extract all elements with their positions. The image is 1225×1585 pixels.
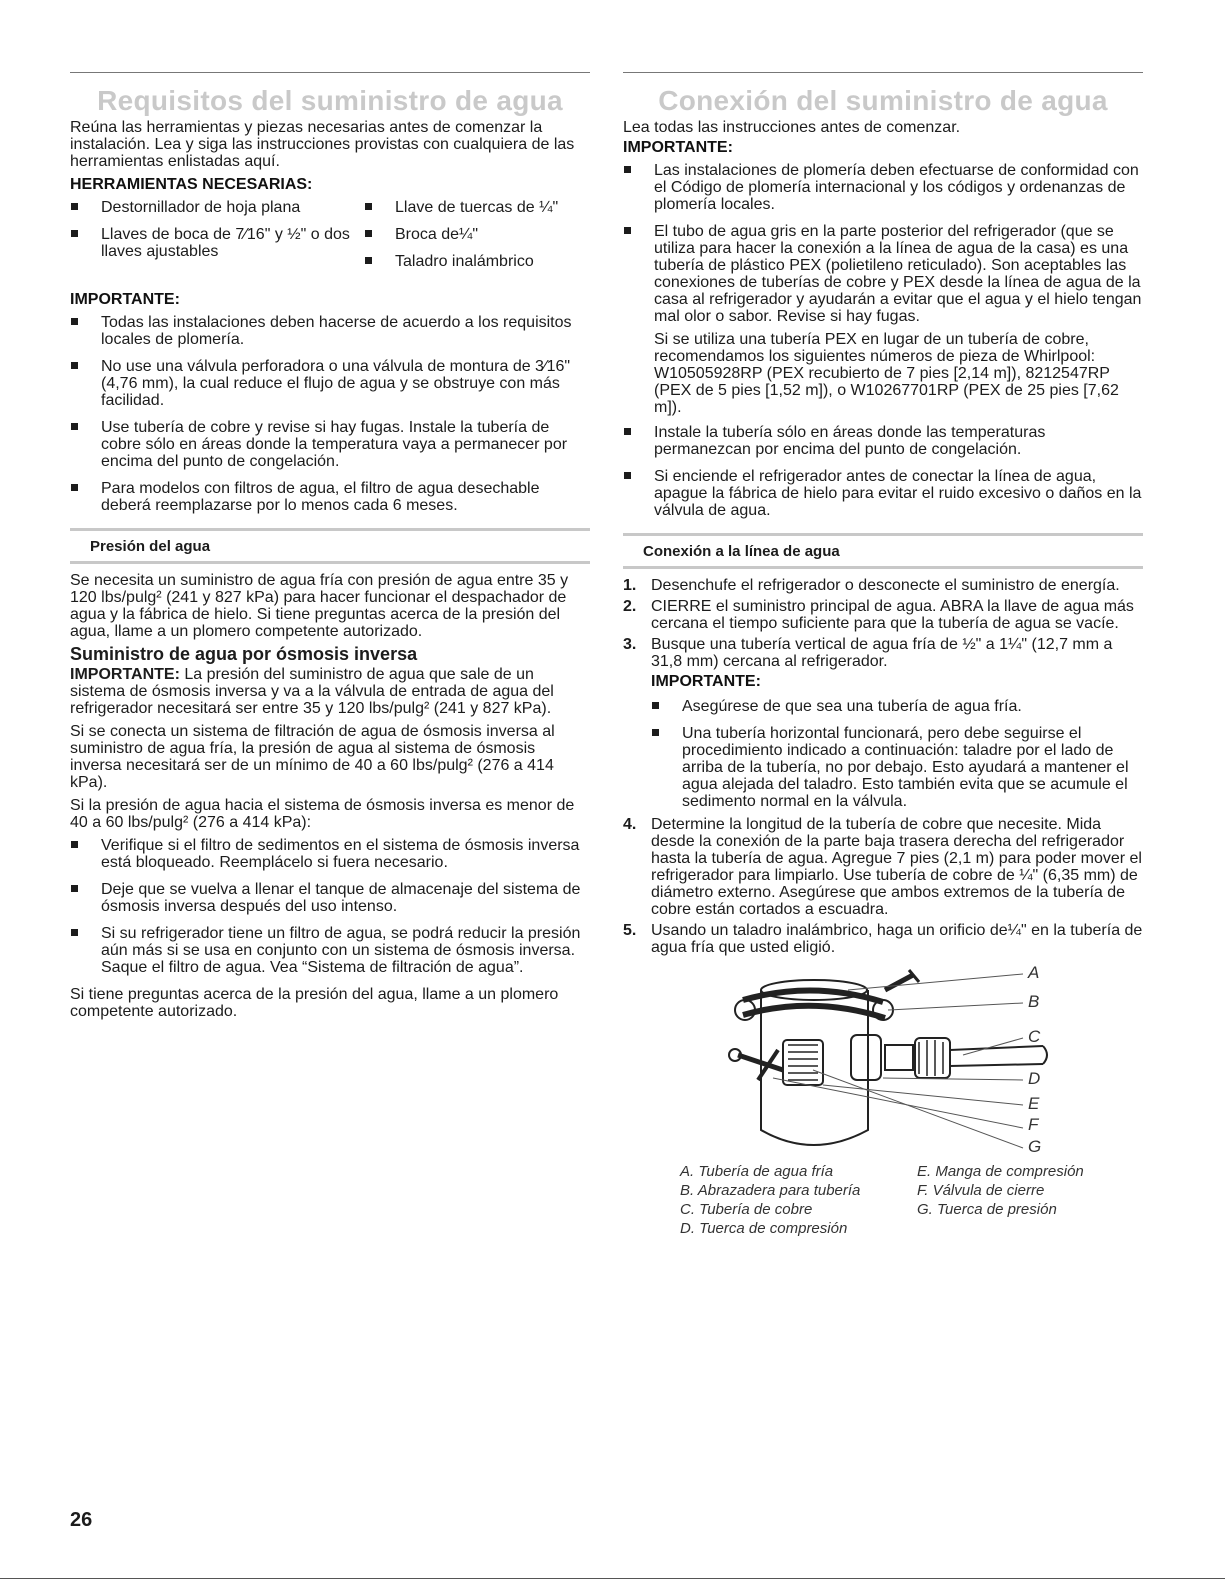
step-item	[623, 816, 1143, 918]
tools-list	[70, 199, 590, 286]
valve-drawing	[623, 960, 1143, 1160]
ro-paragraph-4: Si tiene preguntas acerca de la presión del agua, llame a un plomero competente autorizado.	[70, 986, 559, 1020]
ro-paragraph-1	[70, 666, 590, 717]
list-item: Las instalaciones de plomería deben efectuarse de conformidad con el Código de plomería internacional y los códigos y ordenanzas de plomería locales.	[623, 162, 1143, 213]
callout-c: C	[1028, 1027, 1041, 1046]
step-number: 1.	[623, 577, 637, 594]
valve-illustration	[623, 960, 1143, 1160]
left-important-heading: IMPORTANTE:	[70, 291, 180, 308]
list-item: Asegúrese de que sea una tubería de agua fría.	[651, 698, 1143, 715]
left-intro: Reúna las herramientas y piezas necesarias antes de comenzar la instalación. Lea y siga las instrucciones provistas con cualquiera de las herramientas enlistadas aquí.	[70, 119, 575, 170]
pressure-text: Se necesita un suministro de agua fría con presión de agua entre 35 y 120 lbs/pulg² (241 y 827 kPa) para hacer funcionar el despachador de agua y la fábrica de hielo. Si tiene preguntas acerca de la presión del agua, llame a un plomero competente autorizado.	[70, 572, 569, 640]
tools-column-2	[364, 199, 590, 280]
tool-item: Llave de tuercas de ¼"	[364, 199, 590, 216]
list-item: Instale la tubería sólo en áreas donde las temperaturas permanezcan por encima del punto de congelación.	[623, 424, 1143, 458]
callout-e: E	[1028, 1094, 1040, 1113]
list-item: Deje que se vuelva a llenar el tanque de almacenaje del sistema de ósmosis inversa después del uso intenso.	[70, 881, 590, 915]
legend-item: C. Tubería de cobre	[680, 1201, 813, 1218]
right-section-title: Conexión del suministro de agua	[658, 85, 1108, 116]
step3-list	[651, 698, 1143, 810]
right-important-list-2	[623, 424, 1143, 519]
list-item: Use tubería de cobre y revise si hay fugas. Instale la tubería de cobre sólo en áreas donde la temperatura vaya a permanecer por encima del punto de congelación.	[70, 419, 590, 470]
step-item	[623, 577, 1143, 594]
legend-item: D. Tuerca de compresión	[680, 1220, 848, 1237]
list-item: Si enciende el refrigerador antes de conectar la línea de agua, apague la fábrica de hielo para evitar el ruido excesivo o daños en la válvula de agua.	[623, 468, 1143, 519]
left-column	[70, 72, 590, 1026]
legend-column-1	[623, 1162, 917, 1238]
list-item: El tubo de agua gris en la parte posterior del refrigerador (que se utiliza para hacer la conexión a la línea de agua de la casa) es una tubería de plástico PEX (polietileno reticulado). Son aceptables las conexiones de tuberías de cobre y PEX desde la línea de agua de la casa al refrigerador y ayudarán a evitar que el agua y el hielo tengan mal olor o sabor. Revise si hay fugas.	[623, 223, 1143, 325]
legend-item: B. Abrazadera para tubería	[680, 1182, 861, 1199]
ro-list	[70, 837, 590, 976]
list-item: Si su refrigerador tiene un filtro de agua, se podrá reducir la presión aún más si se usa en conjunto con un sistema de ósmosis inversa. Saque el filtro de agua. Vea “Sistema de filtración de agua”.	[70, 925, 590, 976]
ro-paragraph-3: Si la presión de agua hacia el sistema de ósmosis inversa es menor de 40 a 60 lbs/pulg² (276 a 414 kPa):	[70, 797, 575, 831]
list-item: Una tubería horizontal funcionará, pero debe seguirse el procedimiento indicado a continuación: taladre por el lado de arriba de la tubería, no por debajo. Esto ayudará a mantener el agua alejada del taladro. Esto también evita que se acumule el sedimento normal en la válvula.	[651, 725, 1143, 810]
section-rule	[623, 72, 1143, 73]
section-rule	[70, 72, 590, 73]
list-item: Verifique si el filtro de sedimentos en el sistema de ósmosis inversa está bloqueado. Reemplácelo si fuera necesario.	[70, 837, 590, 871]
callout-b: B	[1028, 992, 1040, 1011]
ro-heading: Suministro de agua por ósmosis inversa	[70, 644, 418, 664]
left-important-list	[70, 314, 590, 514]
step-number: 3.	[623, 636, 637, 653]
legend-item: F. Válvula de cierre	[917, 1182, 1045, 1199]
list-item: Para modelos con filtros de agua, el filtro de agua desechable deberá reemplazarse por lo menos cada 6 meses.	[70, 480, 590, 514]
step-text: Busque una tubería vertical de agua fría de ½" a 1¼" (12,7 mm a 31,8 mm) cercana al refrigerador.	[651, 636, 1113, 670]
left-section-title: Requisitos del suministro de agua	[97, 85, 563, 116]
page-number: 26	[70, 1509, 93, 1531]
pex-note: Si se utiliza una tubería PEX en lugar de un tubería de cobre, recomendamos los siguientes números de pieza de Whirlpool: W10505928RP (PEX recubierto de 7 pies [2,14 m]), 8212547RP (PEX de 5 pies [1,52 m]), o W10267701RP (PEX de 25 pies [7,62 m]).	[654, 331, 1119, 416]
tool-item: Llaves de boca de 7⁄16" y ½" o dos llaves ajustables	[70, 226, 364, 260]
step-text: Usando un taladro inalámbrico, haga un orificio de¼" en la tubería de agua fría que usted eligió.	[651, 922, 1143, 956]
connection-steps	[623, 577, 1143, 956]
step-item	[623, 922, 1143, 956]
step-item	[623, 598, 1143, 632]
step3-important-heading: IMPORTANTE:	[651, 673, 761, 690]
tools-column-1	[70, 199, 364, 280]
right-intro: Lea todas las instrucciones antes de comenzar.	[623, 119, 961, 136]
figure-legend	[623, 1162, 1143, 1238]
right-important-heading: IMPORTANTE:	[623, 139, 733, 156]
right-column	[623, 72, 1143, 1238]
tools-heading: HERRAMIENTAS NECESARIAS:	[70, 176, 313, 193]
tool-item: Taladro inalámbrico	[364, 253, 590, 270]
legend-column-2	[917, 1162, 1137, 1238]
step-text: Desenchufe el refrigerador o desconecte el suministro de energía.	[651, 577, 1120, 594]
right-important-list	[623, 162, 1143, 325]
step-number: 5.	[623, 922, 637, 939]
list-item: Todas las instalaciones deben hacerse de acuerdo a los requisitos locales de plomería.	[70, 314, 590, 348]
step-number: 2.	[623, 598, 637, 615]
legend-item: A. Tubería de agua fría	[680, 1163, 834, 1180]
bottom-rule	[0, 1578, 1225, 1579]
tool-item: Broca de¼"	[364, 226, 590, 243]
ro-lead: IMPORTANTE:	[70, 666, 180, 683]
list-item: No use una válvula perforadora o una válvula de montura de 3⁄16" (4,76 mm), la cual reduce el flujo de agua y se obstruye con más facilidad.	[70, 358, 590, 409]
step-item	[623, 636, 1143, 810]
ro-text: La presión del suministro de agua que sale de un sistema de ósmosis inversa y va a la válvula de entrada de agua del refrigerador necesitará ser entre 35 y 120 lbs/pulg² (241 y 827 kPa).	[70, 666, 554, 717]
callout-g: G	[1028, 1137, 1042, 1156]
pressure-heading: Presión del agua	[70, 528, 590, 564]
tool-item: Destornillador de hoja plana	[70, 199, 364, 216]
callout-a: A	[1028, 963, 1040, 982]
step-text: Determine la longitud de la tubería de cobre que necesite. Mida desde la conexión de la parte baja trasera derecha del refrigerador hasta la tubería de agua. Agregue 7 pies (2,1 m) para poder mover el refrigerador para limpiarlo. Use tubería de cobre de ¼" (6,35 mm) de diámetro externo. Asegúrese que ambos extremos de la tubería de cobre están cortados a escuadra.	[651, 816, 1142, 918]
callout-d: D	[1028, 1069, 1041, 1088]
legend-item: E. Manga de compresión	[917, 1163, 1084, 1180]
connection-heading: Conexión a la línea de agua	[623, 533, 1143, 569]
step-text: CIERRE el suministro principal de agua. ABRA la llave de agua más cercana el tiempo suficiente para que la tubería de agua se vacíe.	[651, 598, 1134, 632]
legend-item: G. Tuerca de presión	[917, 1201, 1057, 1218]
callout-f: F	[1028, 1115, 1039, 1134]
step-number: 4.	[623, 816, 637, 833]
ro-paragraph-2: Si se conecta un sistema de filtración de agua de ósmosis inversa al suministro de agua fría, la presión de agua al sistema de ósmosis inversa necesitará ser de un mínimo de 40 a 60 lbs/pulg² (276 a 414 kPa).	[70, 723, 555, 791]
